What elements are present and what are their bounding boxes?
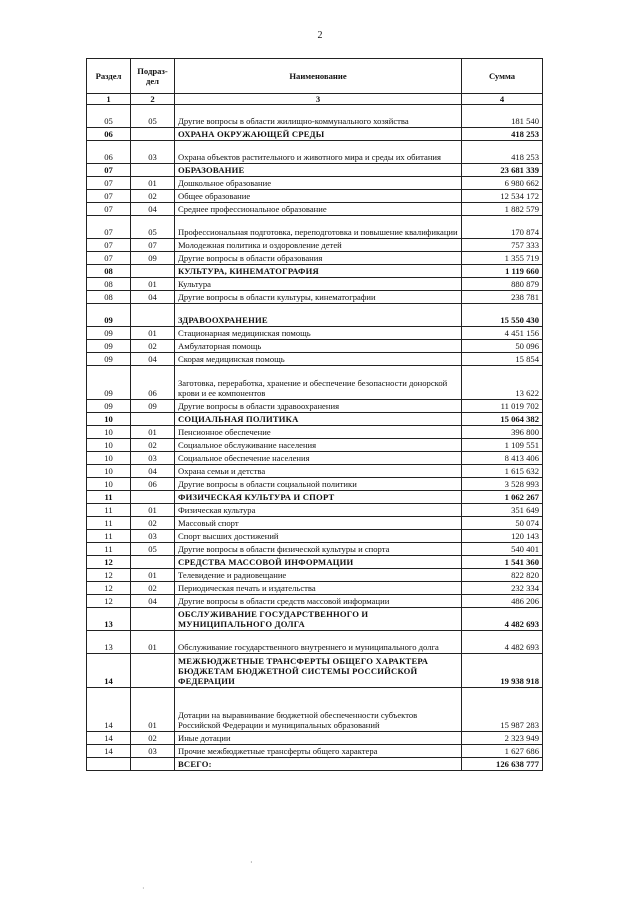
section-row — [87, 491, 543, 504]
podrazdel-code — [131, 265, 175, 278]
row-name: Амбулаторная помощь — [175, 340, 462, 353]
row-name: Социальное обеспечение населения — [175, 452, 462, 465]
row-name: Культура — [175, 278, 462, 291]
row-amount: 880 879 — [462, 278, 543, 291]
row-name: Стационарная медицинская помощь — [175, 327, 462, 340]
podrazdel-code: 03 — [131, 141, 175, 164]
row-name: Другие вопросы в области культуры, кинематографии — [175, 291, 462, 304]
row-amount: 1 627 686 — [462, 745, 543, 758]
row-amount: 12 534 172 — [462, 190, 543, 203]
row-name: Иные дотации — [175, 732, 462, 745]
razdel-code: 07 — [87, 190, 131, 203]
row-name: КУЛЬТУРА, КИНЕМАТОГРАФИЯ — [175, 265, 462, 278]
podrazdel-code — [131, 413, 175, 426]
razdel-code: 12 — [87, 569, 131, 582]
row-amount: 15 064 382 — [462, 413, 543, 426]
razdel-code: 10 — [87, 478, 131, 491]
section-row — [87, 304, 543, 327]
table-row — [87, 216, 543, 239]
razdel-code: 10 — [87, 465, 131, 478]
row-amount: 1 541 360 — [462, 556, 543, 569]
row-amount: 1 615 632 — [462, 465, 543, 478]
row-amount: 4 482 693 — [462, 631, 543, 654]
podrazdel-code — [131, 304, 175, 327]
podrazdel-code — [131, 164, 175, 177]
podrazdel-code: 05 — [131, 105, 175, 128]
table-row — [87, 688, 543, 732]
row-name: Массовый спорт — [175, 517, 462, 530]
total-razdel — [87, 758, 131, 771]
podrazdel-code: 02 — [131, 340, 175, 353]
podrazdel-code: 09 — [131, 400, 175, 413]
razdel-code: 11 — [87, 491, 131, 504]
row-amount: 15 550 430 — [462, 304, 543, 327]
row-name: Другие вопросы в области образования — [175, 252, 462, 265]
razdel-code: 14 — [87, 732, 131, 745]
razdel-code: 13 — [87, 631, 131, 654]
table-row — [87, 631, 543, 654]
column-number: 2 — [131, 94, 175, 105]
row-name: Заготовка, переработка, хранение и обеспечение безопасности донорской крови и ее компонентов — [175, 366, 462, 400]
row-name: Общее образование — [175, 190, 462, 203]
row-amount: 181 540 — [462, 105, 543, 128]
table-row — [87, 190, 543, 203]
podrazdel-code: 04 — [131, 465, 175, 478]
razdel-code: 07 — [87, 203, 131, 216]
podrazdel-code: 01 — [131, 327, 175, 340]
row-name: Обслуживание государственного внутреннего и муниципального долга — [175, 631, 462, 654]
razdel-code: 12 — [87, 582, 131, 595]
header-row — [87, 59, 543, 94]
podrazdel-code: 01 — [131, 504, 175, 517]
row-name: Молодежная политика и оздоровление детей — [175, 239, 462, 252]
section-row — [87, 413, 543, 426]
table-row — [87, 177, 543, 190]
header-podrazdel: Подраз- дел — [131, 59, 175, 94]
row-amount: 120 143 — [462, 530, 543, 543]
row-amount: 351 649 — [462, 504, 543, 517]
razdel-code: 07 — [87, 216, 131, 239]
razdel-code: 10 — [87, 452, 131, 465]
podrazdel-code: 02 — [131, 439, 175, 452]
table-row — [87, 327, 543, 340]
table-row — [87, 203, 543, 216]
row-amount: 1 109 551 — [462, 439, 543, 452]
row-amount: 486 206 — [462, 595, 543, 608]
table-row — [87, 452, 543, 465]
podrazdel-code: 01 — [131, 631, 175, 654]
razdel-code: 09 — [87, 340, 131, 353]
razdel-code: 10 — [87, 413, 131, 426]
razdel-code: 09 — [87, 304, 131, 327]
row-name: ОБРАЗОВАНИЕ — [175, 164, 462, 177]
row-name: Другие вопросы в области жилищно-коммунального хозяйства — [175, 105, 462, 128]
row-name: ЗДРАВООХРАНЕНИЕ — [175, 304, 462, 327]
section-row — [87, 265, 543, 278]
row-amount: 8 413 406 — [462, 452, 543, 465]
podrazdel-code — [131, 491, 175, 504]
podrazdel-code: 01 — [131, 569, 175, 582]
podrazdel-code: 07 — [131, 239, 175, 252]
column-number: 3 — [175, 94, 462, 105]
page-number: 2 — [317, 30, 323, 41]
podrazdel-code — [131, 654, 175, 688]
row-amount: 50 096 — [462, 340, 543, 353]
razdel-code: 13 — [87, 608, 131, 631]
razdel-code: 11 — [87, 517, 131, 530]
razdel-code: 12 — [87, 595, 131, 608]
table-row — [87, 426, 543, 439]
razdel-code: 14 — [87, 745, 131, 758]
podrazdel-code — [131, 608, 175, 631]
row-name: ОХРАНА ОКРУЖАЮЩЕЙ СРЕДЫ — [175, 128, 462, 141]
razdel-code: 07 — [87, 252, 131, 265]
podrazdel-code: 06 — [131, 478, 175, 491]
table-row — [87, 732, 543, 745]
section-row — [87, 128, 543, 141]
total-row — [87, 758, 543, 771]
table-row — [87, 340, 543, 353]
row-amount: 418 253 — [462, 128, 543, 141]
scan-mark-2: · — [142, 884, 145, 893]
razdel-code: 14 — [87, 688, 131, 732]
table-row — [87, 400, 543, 413]
table-row — [87, 517, 543, 530]
row-amount: 232 334 — [462, 582, 543, 595]
podrazdel-code: 03 — [131, 530, 175, 543]
column-number: 1 — [87, 94, 131, 105]
row-name: МЕЖБЮДЖЕТНЫЕ ТРАНСФЕРТЫ ОБЩЕГО ХАРАКТЕРА БЮДЖЕТАМ БЮДЖЕТНОЙ СИСТЕМЫ РОССИЙСКОЙ ФЕДЕРАЦИИ — [175, 654, 462, 688]
row-amount: 170 874 — [462, 216, 543, 239]
row-amount: 418 253 — [462, 141, 543, 164]
row-amount: 15 987 283 — [462, 688, 543, 732]
razdel-code: 08 — [87, 291, 131, 304]
table-row — [87, 478, 543, 491]
section-row — [87, 164, 543, 177]
podrazdel-code: 02 — [131, 732, 175, 745]
row-amount: 15 854 — [462, 353, 543, 366]
razdel-code: 10 — [87, 439, 131, 452]
razdel-code: 09 — [87, 353, 131, 366]
podrazdel-code: 03 — [131, 745, 175, 758]
row-name: Прочие межбюджетные трансферты общего характера — [175, 745, 462, 758]
row-amount: 4 482 693 — [462, 608, 543, 631]
column-number-row — [87, 94, 543, 105]
podrazdel-code — [131, 128, 175, 141]
row-amount: 19 938 918 — [462, 654, 543, 688]
table-row — [87, 278, 543, 291]
razdel-code: 08 — [87, 265, 131, 278]
razdel-code: 07 — [87, 239, 131, 252]
total-amount: 126 638 777 — [462, 758, 543, 771]
razdel-code: 07 — [87, 164, 131, 177]
razdel-code: 11 — [87, 530, 131, 543]
razdel-code: 09 — [87, 400, 131, 413]
table-row — [87, 504, 543, 517]
razdel-code: 11 — [87, 543, 131, 556]
row-name: ОБСЛУЖИВАНИЕ ГОСУДАРСТВЕННОГО И МУНИЦИПАЛЬНОГО ДОЛГА — [175, 608, 462, 631]
podrazdel-code — [131, 556, 175, 569]
razdel-code: 05 — [87, 105, 131, 128]
podrazdel-code: 02 — [131, 517, 175, 530]
row-name: Пенсионное обеспечение — [175, 426, 462, 439]
row-amount: 2 323 949 — [462, 732, 543, 745]
row-amount: 757 333 — [462, 239, 543, 252]
podrazdel-code: 01 — [131, 177, 175, 190]
total-label: ВСЕГО: — [175, 758, 462, 771]
row-name: Дотации на выравнивание бюджетной обеспеченности субъектов Российской Федерации и муниципальных образований — [175, 688, 462, 732]
row-amount: 1 119 660 — [462, 265, 543, 278]
row-name: Физическая культура — [175, 504, 462, 517]
table-row — [87, 291, 543, 304]
podrazdel-code: 02 — [131, 190, 175, 203]
row-name: Дошкольное образование — [175, 177, 462, 190]
row-amount: 396 800 — [462, 426, 543, 439]
table-row — [87, 239, 543, 252]
row-amount: 11 019 702 — [462, 400, 543, 413]
table-row — [87, 745, 543, 758]
section-row — [87, 654, 543, 688]
podrazdel-code: 01 — [131, 426, 175, 439]
row-amount: 1 355 719 — [462, 252, 543, 265]
section-row — [87, 608, 543, 631]
table-row — [87, 465, 543, 478]
razdel-code: 06 — [87, 141, 131, 164]
podrazdel-code: 01 — [131, 688, 175, 732]
podrazdel-code: 06 — [131, 366, 175, 400]
header-amount: Сумма — [462, 59, 543, 94]
row-name: Охрана семьи и детства — [175, 465, 462, 478]
row-name: Другие вопросы в области физической культуры и спорта — [175, 543, 462, 556]
podrazdel-code: 05 — [131, 216, 175, 239]
row-amount: 50 074 — [462, 517, 543, 530]
table-row — [87, 252, 543, 265]
row-name: Социальное обслуживание населения — [175, 439, 462, 452]
razdel-code: 07 — [87, 177, 131, 190]
razdel-code: 14 — [87, 654, 131, 688]
podrazdel-code: 09 — [131, 252, 175, 265]
row-amount: 3 528 993 — [462, 478, 543, 491]
section-row — [87, 556, 543, 569]
table-row — [87, 595, 543, 608]
table-row — [87, 569, 543, 582]
razdel-code: 06 — [87, 128, 131, 141]
podrazdel-code: 05 — [131, 543, 175, 556]
row-name: Периодическая печать и издательства — [175, 582, 462, 595]
row-amount: 23 681 339 — [462, 164, 543, 177]
row-name: СРЕДСТВА МАССОВОЙ ИНФОРМАЦИИ — [175, 556, 462, 569]
row-amount: 1 882 579 — [462, 203, 543, 216]
podrazdel-code: 04 — [131, 291, 175, 304]
header-name: Наименование — [175, 59, 462, 94]
row-amount: 4 451 156 — [462, 327, 543, 340]
podrazdel-code: 02 — [131, 582, 175, 595]
row-name: Профессиональная подготовка, переподготовка и повышение квалификации — [175, 216, 462, 239]
row-name: Другие вопросы в области здравоохранения — [175, 400, 462, 413]
row-name: Другие вопросы в области средств массовой информации — [175, 595, 462, 608]
row-name: СОЦИАЛЬНАЯ ПОЛИТИКА — [175, 413, 462, 426]
razdel-code: 12 — [87, 556, 131, 569]
header-razdel: Раздел — [87, 59, 131, 94]
row-amount: 822 820 — [462, 569, 543, 582]
row-amount: 238 781 — [462, 291, 543, 304]
row-name: ФИЗИЧЕСКАЯ КУЛЬТУРА И СПОРТ — [175, 491, 462, 504]
scan-mark: · — [250, 858, 253, 867]
row-amount: 1 062 267 — [462, 491, 543, 504]
table-row — [87, 530, 543, 543]
row-amount: 6 980 662 — [462, 177, 543, 190]
podrazdel-code: 03 — [131, 452, 175, 465]
row-amount: 540 401 — [462, 543, 543, 556]
table-row — [87, 105, 543, 128]
table-row — [87, 582, 543, 595]
podrazdel-code: 04 — [131, 353, 175, 366]
table-row — [87, 366, 543, 400]
table-row — [87, 543, 543, 556]
row-amount: 13 622 — [462, 366, 543, 400]
razdel-code: 11 — [87, 504, 131, 517]
razdel-code: 09 — [87, 366, 131, 400]
row-name: Спорт высших достижений — [175, 530, 462, 543]
podrazdel-code: 04 — [131, 203, 175, 216]
podrazdel-code: 01 — [131, 278, 175, 291]
row-name: Телевидение и радиовещание — [175, 569, 462, 582]
row-name: Среднее профессиональное образование — [175, 203, 462, 216]
table-row — [87, 141, 543, 164]
razdel-code: 09 — [87, 327, 131, 340]
razdel-code: 08 — [87, 278, 131, 291]
column-number: 4 — [462, 94, 543, 105]
total-podrazdel — [131, 758, 175, 771]
table-row — [87, 353, 543, 366]
row-name: Скорая медицинская помощь — [175, 353, 462, 366]
row-name: Охрана объектов растительного и животного мира и среды их обитания — [175, 141, 462, 164]
podrazdel-code: 04 — [131, 595, 175, 608]
razdel-code: 10 — [87, 426, 131, 439]
table-row — [87, 439, 543, 452]
row-name: Другие вопросы в области социальной политики — [175, 478, 462, 491]
budget-table — [86, 58, 543, 771]
